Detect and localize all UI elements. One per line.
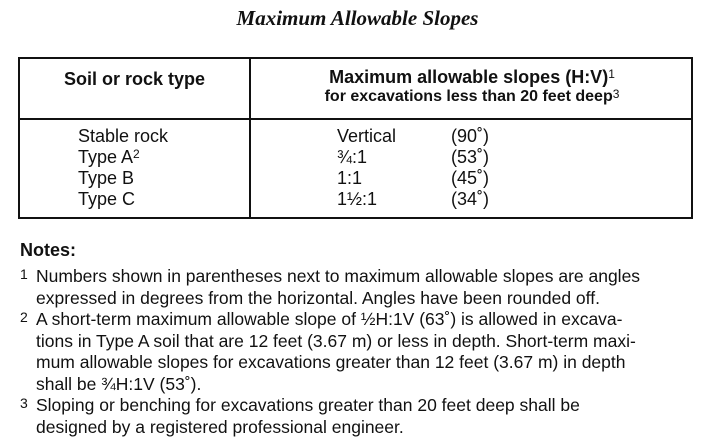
slope-table [18,57,693,219]
note-3 [20,395,710,438]
soil-type [78,189,135,210]
header-soil-type: Soil or rock type [63,69,206,89]
soil-type-label: Type A [78,147,134,167]
note-line: mum allowable slopes for excavations greater than 12 feet (3.67 m) in depth [36,352,626,372]
slope-degrees: (34˚) [451,189,490,209]
footnote-ref: 1 [608,67,615,81]
slope-degrees: (45˚) [451,168,490,188]
note-line: A short-term maximum allowable slope of ½H:1V (63˚) is allowed in excava- [36,309,623,329]
header-slopes-line1 [251,67,693,87]
note-number: 1 [20,266,28,282]
slope-degrees: (90˚) [451,126,490,146]
soil-type-label: Type B [78,168,135,188]
slope-ratio: 1:1 [337,168,363,188]
note-number: 2 [20,309,28,325]
note-line: designed by a registered professional engineer. [36,416,404,437]
header-max-slopes [251,67,693,107]
table-row [20,189,691,210]
notes-list [20,266,710,438]
note-line: tions in Type A soil that are 12 feet (3.67 m) or less in depth. Short-term maxi- [36,330,636,351]
soil-type-label: Stable rock [78,126,169,146]
slope-degrees: (53˚) [451,147,490,167]
note-line: Sloping or benching for excavations greater than 20 feet deep shall be [36,395,580,415]
notes-heading: Notes: [20,240,77,260]
table-row [20,126,691,147]
page-title: Maximum Allowable Slopes [236,6,479,30]
note-2 [20,309,710,395]
header-slopes-line2 [251,87,693,107]
header-depth-text: for excavations less than 20 feet deep [324,88,613,105]
header-divider [20,118,691,120]
table-row [20,168,691,189]
slope-ratio: ¾:1 [337,147,368,167]
note-line: shall be ¾H:1V (53˚). [36,373,202,394]
footnote-ref: 3 [612,87,620,101]
footnote-ref: 2 [133,147,140,161]
note-line: Numbers shown in parentheses next to maximum allowable slopes are angles [36,266,641,286]
slope-ratio: Vertical [337,126,397,146]
soil-type [78,147,140,168]
soil-type-label: Type C [78,189,136,209]
header-slopes-text: Maximum allowable slopes (H:V) [329,67,609,87]
table-row [20,147,691,168]
slope-ratio: 1½:1 [337,189,378,209]
soil-type [78,168,134,189]
note-line: expressed in degrees from the horizontal. Angles have been rounded off. [36,287,600,308]
note-1 [20,266,710,309]
table-body [20,126,691,210]
note-number: 3 [20,395,28,411]
soil-type [78,126,168,147]
